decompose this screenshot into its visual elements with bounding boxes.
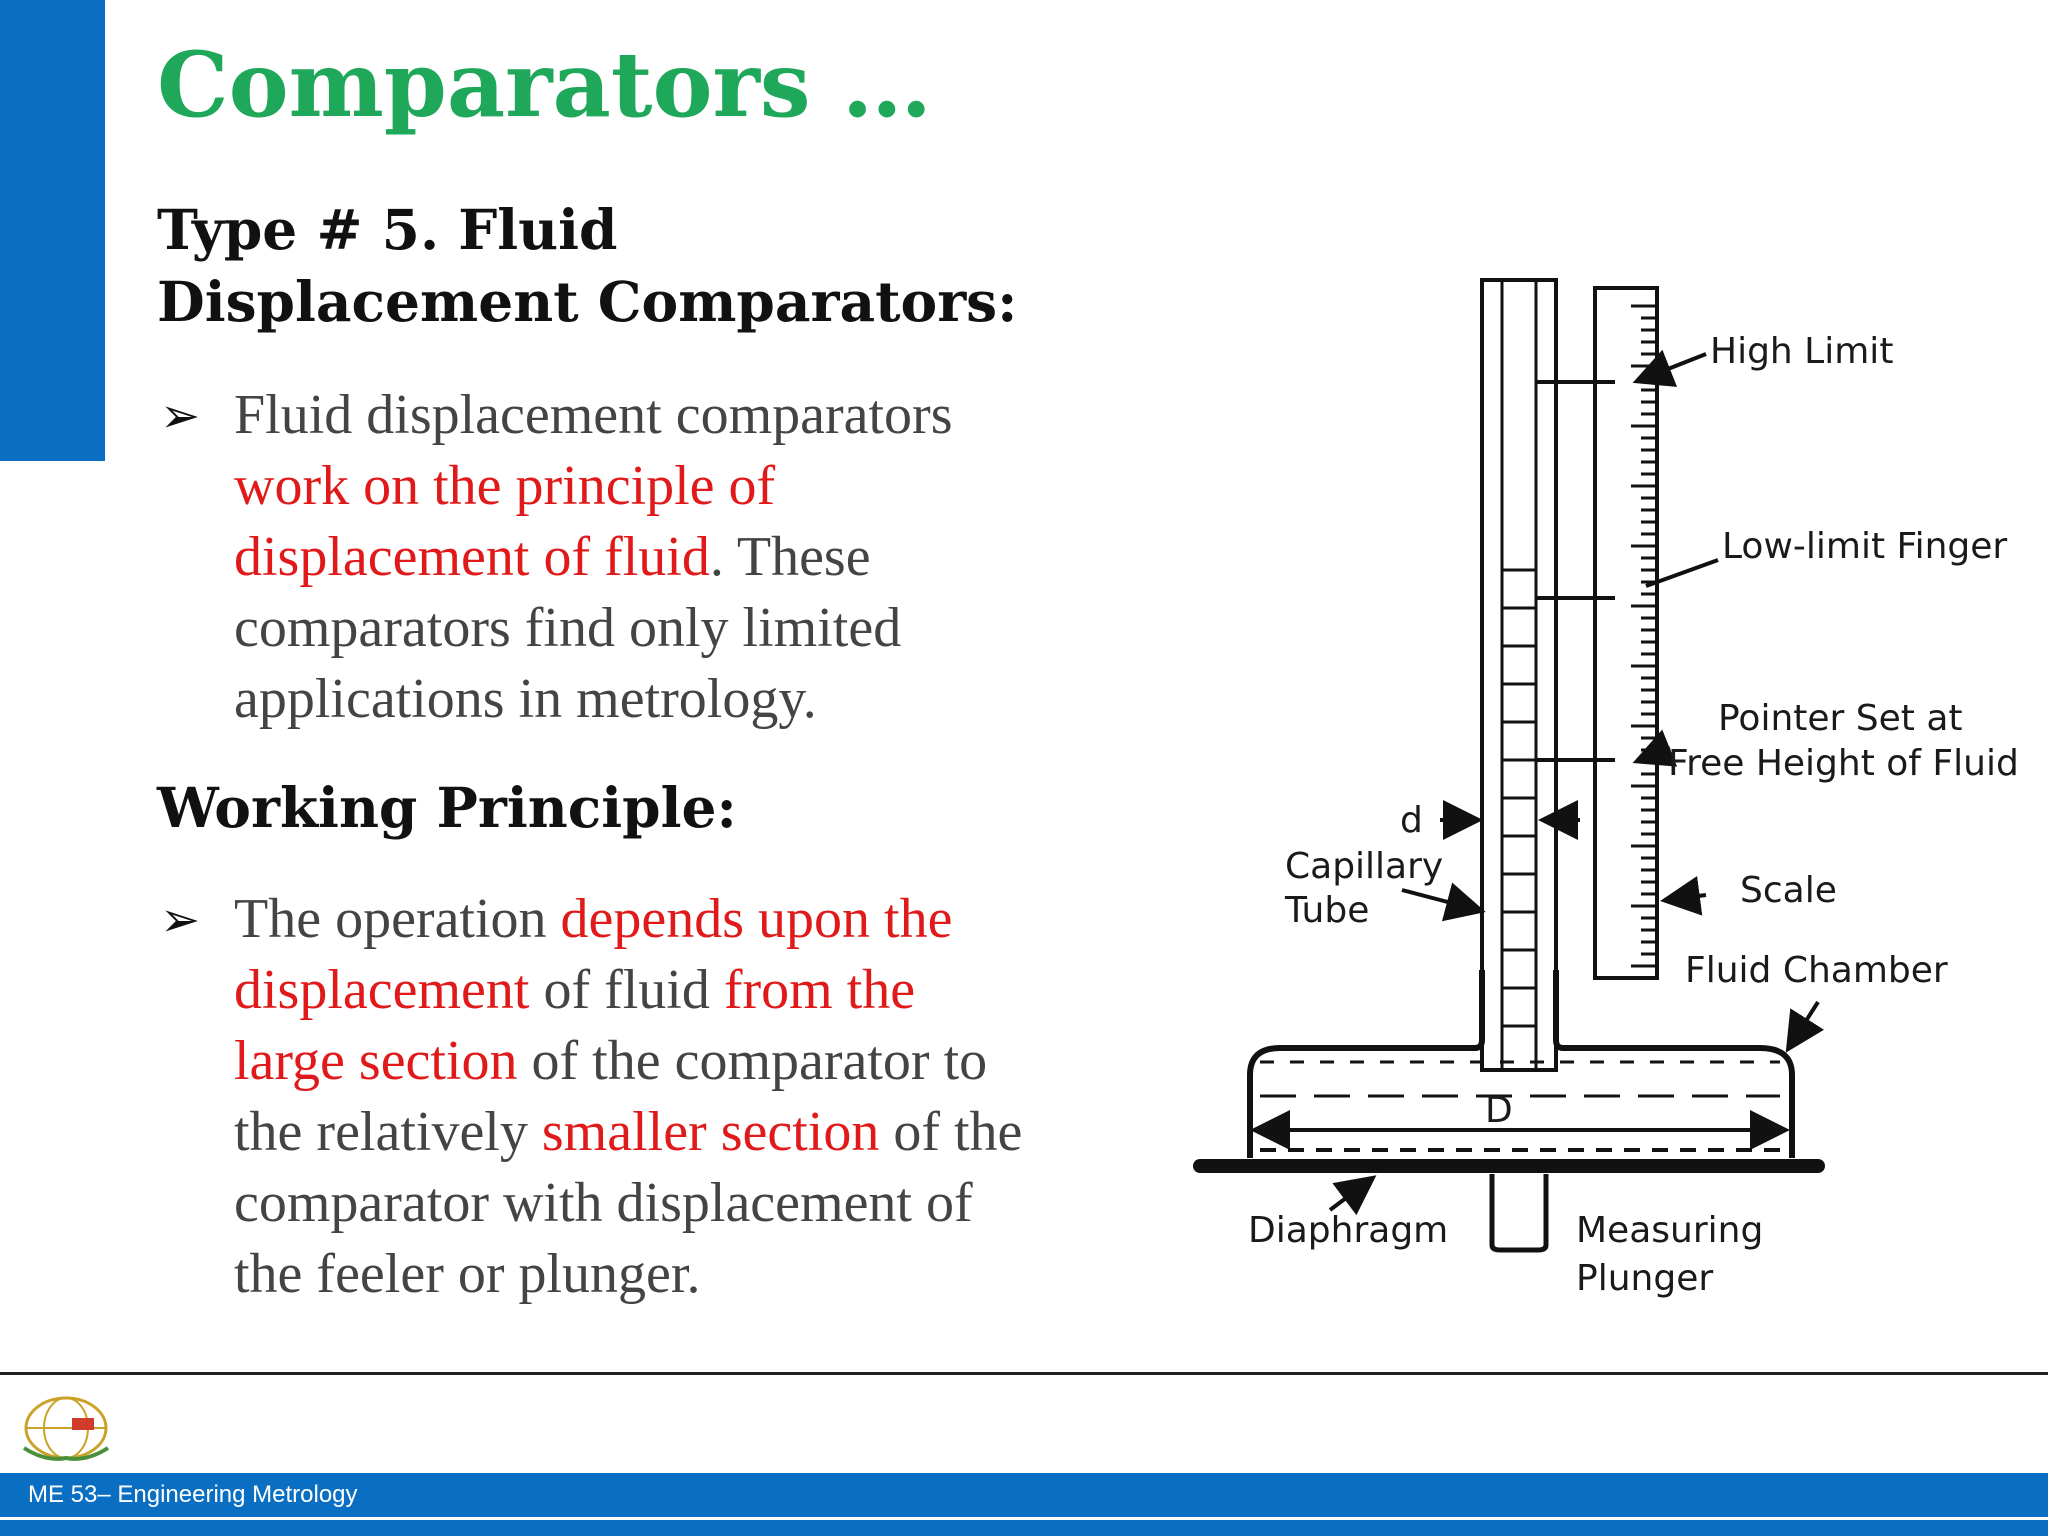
label-d-large: D <box>1485 1090 1513 1131</box>
label-capillary-line2: Tube <box>1285 890 1370 931</box>
label-scale: Scale <box>1740 870 1837 911</box>
label-high-limit: High Limit <box>1710 331 1894 372</box>
label-pointer-line2: Free Height of Fluid <box>1668 743 2019 784</box>
label-capillary-line1: Capillary <box>1285 846 1444 887</box>
section-heading-line1: Type # 5. Fluid <box>157 197 618 262</box>
label-low-limit-finger: Low-limit Finger <box>1722 526 2008 567</box>
bullet1-line4: comparators find only limited <box>234 597 902 659</box>
bullet2-line4b: of the <box>879 1101 1023 1163</box>
bullet2-line4-red: smaller section <box>541 1101 880 1163</box>
working-principle-heading: Working Principle: <box>157 775 737 840</box>
bullet-description <box>160 380 1160 735</box>
bullet2-line2-red2: from the <box>723 959 916 1021</box>
bullet1-line3-red: displacement of fluid <box>234 526 710 588</box>
scale <box>1595 288 1657 978</box>
label-d-small: d <box>1400 800 1423 841</box>
bullet1-line5: applications in metrology. <box>234 668 817 730</box>
left-accent-bar <box>0 0 105 461</box>
footer-course-title: ME 53– Engineering Metrology <box>28 1481 358 1508</box>
institution-logo <box>16 1388 116 1466</box>
bullet2-line1-red: depends upon the <box>560 888 953 950</box>
label-pointer-line1: Pointer Set at <box>1718 698 1963 739</box>
capillary-arrow <box>1402 890 1478 910</box>
bullet2-line4a: the relatively <box>234 1101 542 1163</box>
bullet2-line6: the feeler or plunger. <box>234 1243 701 1305</box>
label-diaphragm: Diaphragm <box>1248 1210 1449 1251</box>
label-fluid-chamber: Fluid Chamber <box>1685 950 1948 991</box>
bullet2-line5: comparator with displacement of <box>234 1172 973 1234</box>
scale-arrow <box>1668 895 1706 900</box>
bullet1-line3-rest: . These <box>709 526 871 588</box>
bullet2-line3-red: large section <box>234 1030 518 1092</box>
label-plunger-line1: Measuring <box>1576 1210 1764 1251</box>
section-heading-line2: Displacement Comparators: <box>157 269 1018 334</box>
diaphragm-arrow <box>1330 1180 1370 1210</box>
footer-divider <box>0 1372 2048 1375</box>
bullet2-line2b: of fluid <box>529 959 724 1021</box>
fluid-displacement-comparator-diagram <box>1180 270 2020 1320</box>
capillary-tube <box>1482 280 1556 1070</box>
bullet2-line1a: The operation <box>234 888 561 950</box>
bullet-working-principle <box>160 884 1160 1310</box>
arrow-bullet-icon: ➢ <box>160 388 201 444</box>
bullet1-line2: work on the principle of <box>234 455 776 517</box>
section-heading <box>157 194 1017 338</box>
label-plunger-line2: Plunger <box>1576 1258 1714 1299</box>
footer-bar <box>0 1473 2048 1517</box>
footer-bottom-strip <box>0 1520 2048 1536</box>
diagram-svg <box>1180 270 2020 1320</box>
measuring-plunger <box>1492 1174 1546 1250</box>
bullet1-line1: Fluid displacement comparators <box>234 384 953 446</box>
bullet2-line2-red: displacement <box>234 959 530 1021</box>
slide-title: Comparators … <box>157 32 932 138</box>
arrow-bullet-icon: ➢ <box>160 892 201 948</box>
fluid-chamber-arrow <box>1790 1002 1818 1046</box>
bullet2-line3b: of the comparator to <box>517 1030 988 1092</box>
